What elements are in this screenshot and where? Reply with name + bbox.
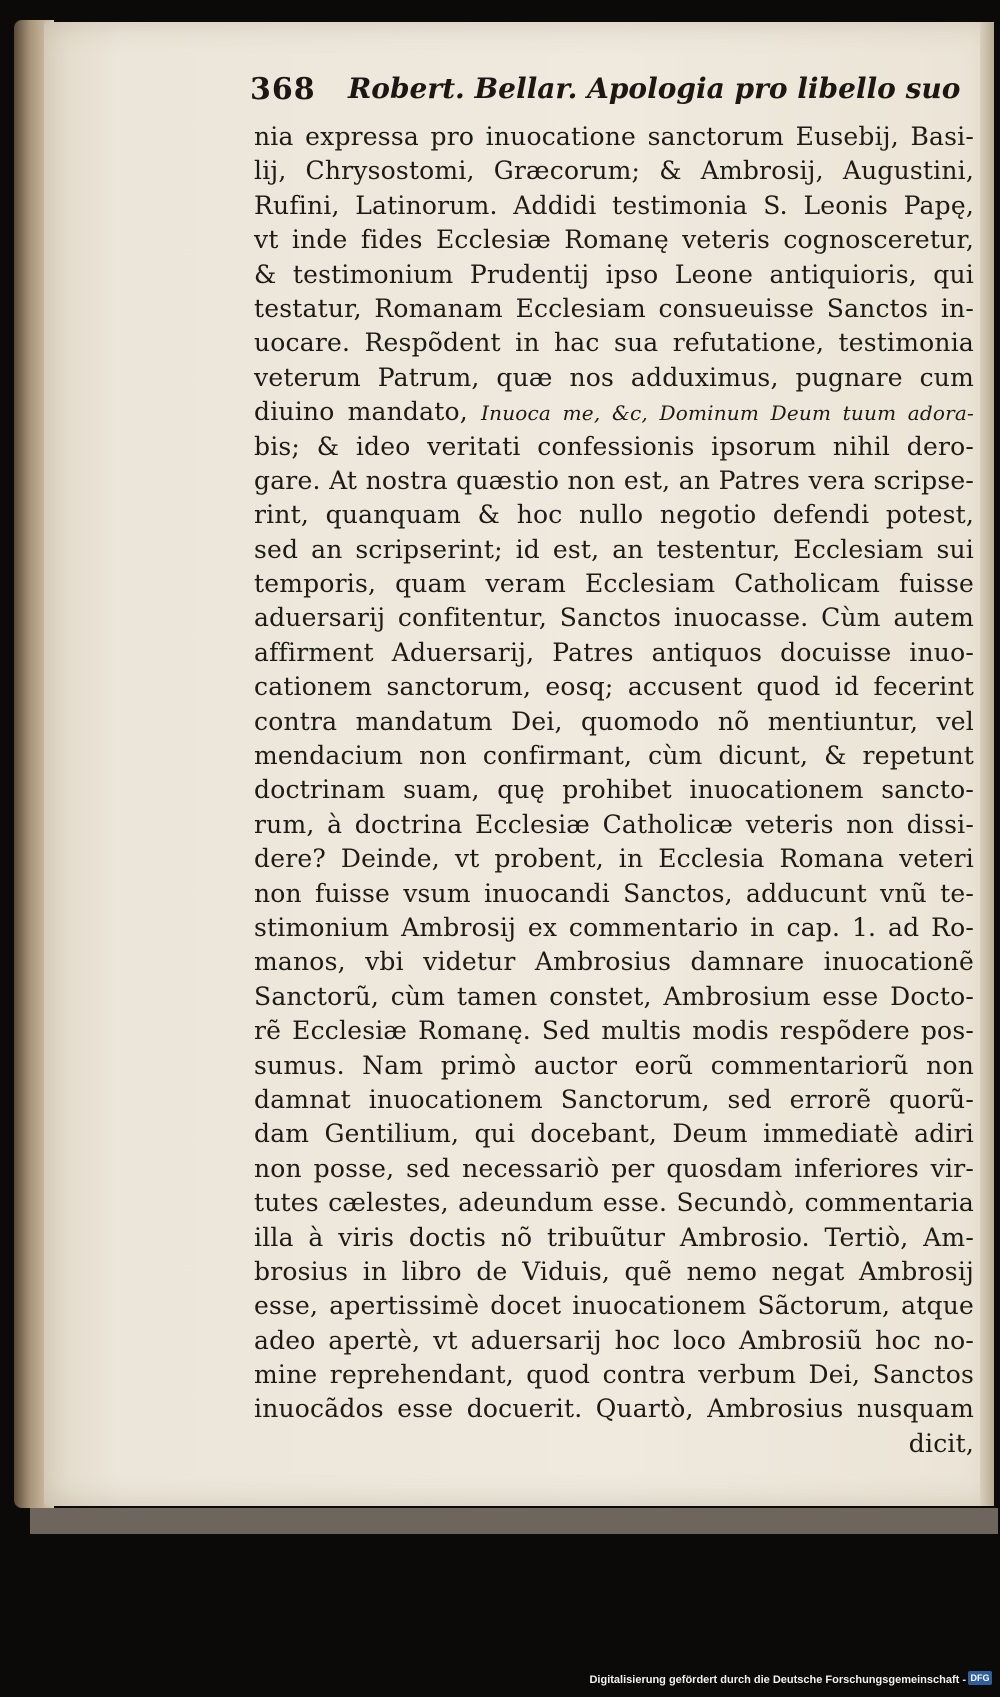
page-right-edge bbox=[980, 22, 994, 1506]
text-line: rum, à doctrina Ecclesiæ Catholicæ veteris non dissi- bbox=[254, 809, 974, 839]
text-line: Rufini, Latinorum. Addidi testimonia S. Leonis Papę, bbox=[254, 190, 974, 220]
text-line: rẽ Ecclesiæ Romanę. Sed multis modis respõdere pos- bbox=[254, 1016, 974, 1046]
text-line: tutes cælestes, adeundum esse. Secundò, commentaria bbox=[254, 1188, 974, 1218]
text-line: dere? Deinde, vt probent, in Ecclesia Romana veteri bbox=[254, 844, 974, 874]
text-line: doctrinam suam, quę prohibet inuocationem sancto- bbox=[254, 775, 974, 805]
text-line: rint, quanquam & hoc nullo negotio defendi potest, bbox=[254, 500, 974, 530]
text-line: illa à viris doctis nõ tribuũtur Ambrosio. Tertiò, Am- bbox=[254, 1222, 974, 1252]
digitization-credit: Digitalisierung gefördert durch die Deutsche Forschungsgemeinschaft - bbox=[589, 1674, 966, 1686]
text-line: sumus. Nam primò auctor eorũ commentariorũ non bbox=[254, 1050, 974, 1080]
page-header bbox=[250, 72, 961, 122]
text-line: vt inde fides Ecclesiæ Romanę veteris cognosceretur, bbox=[254, 225, 974, 255]
page-number: 368 bbox=[250, 72, 316, 107]
text-line: mendacium non confirmant, cùm dicunt, & repetunt bbox=[254, 741, 974, 771]
text-line: lij, Chrysostomi, Græcorum; & Ambrosij, Augustini, bbox=[254, 156, 974, 186]
text-line: cationem sanctorum, eosq; accusent quod id fecerint bbox=[254, 672, 974, 702]
dfg-logo: DFG bbox=[968, 1671, 992, 1685]
text-line: affirment Aduersarij, Patres antiquos docuisse inuo- bbox=[254, 637, 974, 667]
text-line: non fuisse vsum inuocandi Sanctos, adducunt vnũ te- bbox=[254, 878, 974, 908]
text-line: nia expressa pro inuocatione sanctorum Eusebij, Basi- bbox=[254, 122, 974, 151]
text-line: veterum Patrum, quæ nos adduximus, pugnare cum bbox=[254, 362, 974, 392]
text-line: inuocãdos esse docuerit. Quartò, Ambrosius nusquam bbox=[254, 1394, 974, 1424]
text-line: aduersarij confitentur, Sanctos inuocasse. Cùm autem bbox=[254, 603, 974, 633]
text-line: uocare. Respõdent in hac sua refutatione, testimonia bbox=[254, 328, 974, 358]
text-line: temporis, quam veram Ecclesiam Catholicam fuisse bbox=[254, 569, 974, 599]
text-line: manos, vbi videtur Ambrosius damnare inuocationẽ bbox=[254, 947, 974, 977]
text-line: brosius in libro de Viduis, quẽ nemo negat Ambrosij bbox=[254, 1256, 974, 1286]
text-line: sed an scripserint; id est, an testentur, Ecclesiam sui bbox=[254, 534, 974, 564]
inline-scripture-quote: Inuoca me, &c, Dominum Deum tuum adora- bbox=[481, 401, 975, 426]
text-line: & testimonium Prudentij ipso Leone antiquioris, qui bbox=[254, 259, 974, 289]
text-line: gare. At nostra quæstio non est, an Patres vera scripse- bbox=[254, 465, 974, 495]
running-head: Robert. Bellar. Apologia pro libello suo bbox=[348, 72, 961, 105]
text-line: Sanctorũ, cùm tamen constet, Ambrosium esse Docto- bbox=[254, 981, 974, 1011]
text-line: testatur, Romanam Ecclesiam consueuisse Sanctos in- bbox=[254, 293, 974, 323]
text-line: non posse, sed necessariò per quosdam inferiores vir- bbox=[254, 1153, 974, 1183]
text-line: dam Gentilium, qui docebant, Deum immediatè adiri bbox=[254, 1119, 974, 1149]
text-line: contra mandatum Dei, quomodo nõ mentiuntur, vel bbox=[254, 706, 974, 736]
text-line: mine reprehendant, quod contra verbum Dei, Sanctos bbox=[254, 1360, 974, 1390]
text-line: damnat inuocationem Sanctorum, sed errorẽ quorũ- bbox=[254, 1084, 974, 1114]
text-line: bis; & ideo veritati confessionis ipsorum nihil dero- bbox=[254, 431, 974, 461]
page-bottom-edge bbox=[30, 1508, 998, 1534]
text-line: stimonium Ambrosij ex commentario in cap. 1. ad Ro- bbox=[254, 912, 974, 942]
body-text bbox=[254, 120, 974, 1461]
text-line: adeo apertè, vt aduersarij hoc loco Ambrosiũ hoc no- bbox=[254, 1325, 974, 1355]
text-segment: diuino mandato, bbox=[254, 397, 468, 427]
text-line-with-quote bbox=[254, 395, 974, 429]
catchword: dicit, bbox=[908, 1428, 974, 1458]
text-line: esse, apertissimè docet inuocationem Sãctorum, atque bbox=[254, 1291, 974, 1321]
